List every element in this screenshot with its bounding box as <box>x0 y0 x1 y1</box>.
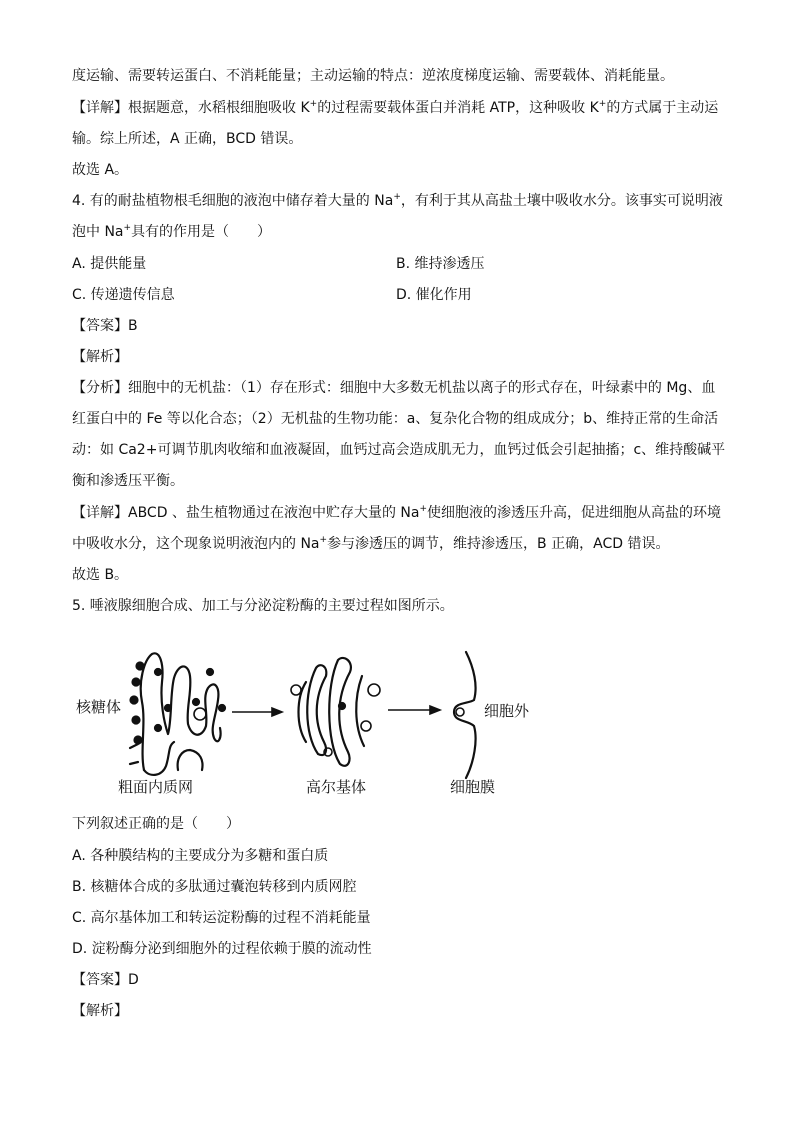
text-segment: 的过程需要载体蛋白并消耗 ATP，这种吸收 K <box>317 100 599 116</box>
rough-er-drawing <box>130 653 225 775</box>
text-line: 输。综上所述，A 正确，BCD 错误。 <box>72 131 303 147</box>
text-segment: 泡中 Na <box>72 224 124 240</box>
text-segment: ，有利于其从高盐土壤中吸收水分。该事实可说明液 <box>400 193 723 209</box>
label-rough-er: 粗面内质网 <box>118 778 194 796</box>
analysis-line: 动：如 Ca2+可调节肌肉收缩和血液凝固，血钙过高会造成肌无力，血钙过低会引起抽搐；c、维持酸碱平 <box>72 442 726 458</box>
superscript: + <box>123 223 132 233</box>
text-segment: 4. 有的耐盐植物根毛细胞的液泡中储存着大量的 Na <box>72 193 394 209</box>
golgi-drawing <box>291 658 380 766</box>
option-b[interactable]: B. 核糖体合成的多肽通过囊泡转移到内质网腔 <box>72 879 357 895</box>
superscript: + <box>598 99 607 109</box>
option-c[interactable]: C. 传递遗传信息 <box>72 287 175 303</box>
analysis-line: 衡和渗透压平衡。 <box>72 473 184 489</box>
question-stem <box>72 191 723 211</box>
analysis-heading: 【解析】 <box>72 1003 128 1019</box>
analysis-heading: 【解析】 <box>72 349 128 365</box>
text-segment: 参与渗透压的调节，维持渗透压，B 正确，ACD 错误。 <box>327 536 670 552</box>
superscript: + <box>419 504 427 514</box>
text-segment: 【详解】ABCD 、盐生植物通过在液泡中贮存大量的 Na <box>72 505 420 521</box>
label-outside: 细胞外 <box>484 702 530 720</box>
question-prompt: 下列叙述正确的是（ ） <box>72 816 240 832</box>
membrane-drawing <box>454 652 476 778</box>
label-ribosome: 核糖体 <box>76 698 122 716</box>
superscript: + <box>393 192 401 202</box>
detail-line <box>72 534 669 554</box>
superscript: + <box>319 535 328 545</box>
text-segment: 【详解】根据题意，水稻根细胞吸收 K <box>72 100 310 116</box>
analysis-line: 【分析】细胞中的无机盐：（1）存在形式：细胞中大多数无机盐以离子的形式存在，叶绿素中的 Mg、血 <box>72 380 716 396</box>
question-stem: 5. 唾液腺细胞合成、加工与分泌淀粉酶的主要过程如图所示。 <box>72 598 454 614</box>
text-segment: 具有的作用是（ ） <box>131 224 272 240</box>
label-membrane: 细胞膜 <box>450 778 496 796</box>
secretion-process-figure <box>70 642 550 802</box>
option-a[interactable]: A. 各种膜结构的主要成分为多糖和蛋白质 <box>72 848 329 864</box>
arrow-er-to-golgi <box>232 708 282 716</box>
superscript: + <box>309 99 318 109</box>
text-segment: 的方式属于主动运 <box>606 100 719 116</box>
label-golgi: 高尔基体 <box>306 778 367 796</box>
text-segment: 中吸收水分，这个现象说明液泡内的 Na <box>72 536 320 552</box>
answer-line: 【答案】D <box>72 972 139 988</box>
detail-line <box>72 98 718 118</box>
option-d[interactable]: D. 催化作用 <box>396 287 472 303</box>
option-d[interactable]: D. 淀粉酶分泌到细胞外的过程依赖于膜的流动性 <box>72 941 372 957</box>
answer-line: 【答案】B <box>72 318 138 334</box>
conclusion-line: 故选 B。 <box>72 567 129 583</box>
conclusion-line: 故选 A。 <box>72 162 129 178</box>
option-c[interactable]: C. 高尔基体加工和转运淀粉酶的过程不消耗能量 <box>72 910 371 926</box>
detail-line <box>72 503 721 523</box>
option-a[interactable]: A. 提供能量 <box>72 256 147 272</box>
text-line: 度运输、需要转运蛋白、不消耗能量；主动运输的特点：逆浓度梯度运输、需要载体、消耗能量。 <box>72 68 674 84</box>
arrow-golgi-to-membrane <box>388 706 440 714</box>
text-segment: 使细胞液的渗透压升高，促进细胞从高盐的环境 <box>427 505 721 521</box>
option-b[interactable]: B. 维持渗透压 <box>396 256 485 272</box>
analysis-line: 红蛋白中的 Fe 等以化合态；（2）无机盐的生物功能：a、复杂化合物的组成成分；b、维持正常的生命活 <box>72 411 719 427</box>
question-stem <box>72 222 271 242</box>
